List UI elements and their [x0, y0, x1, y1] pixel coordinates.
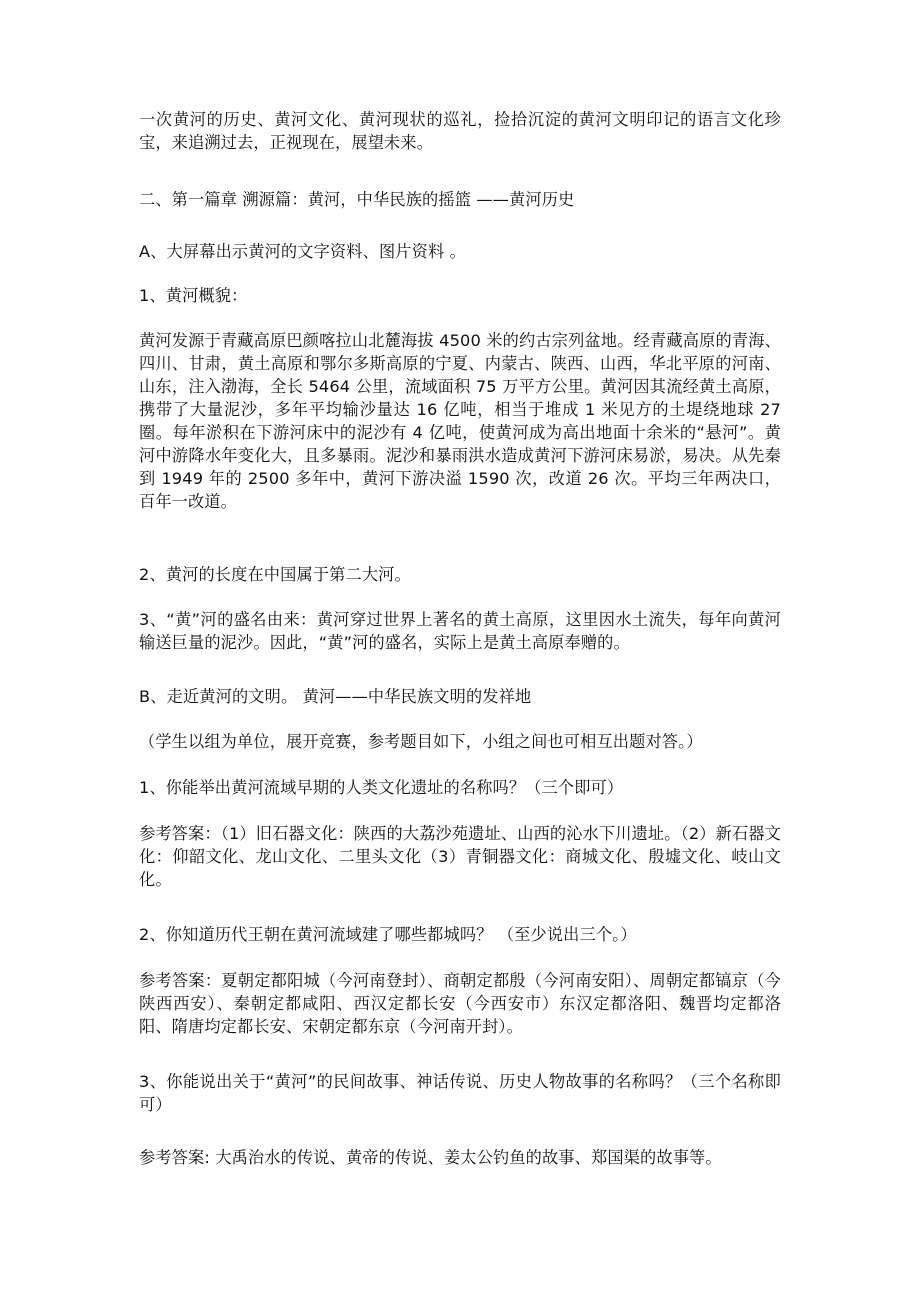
- section-a-heading: A、大屏幕出示黄河的文字资料、图片资料 。: [139, 242, 466, 261]
- question-1: 1、你能举出黄河流域早期的人类文化遗址的名称吗？（三个即可）: [139, 778, 624, 797]
- competition-note: （学生以组为单位，展开竞赛，参考题目如下，小组之间也可相互出题对答。）: [139, 732, 703, 751]
- question-2: 2、你知道历代王朝在黄河流域建了哪些都城吗？ （至少说出三个。）: [139, 925, 637, 944]
- answer-2: 参考答案：夏朝定都阳城（今河南登封）、商朝定都殷（今河南安阳）、周朝定都镐京（今陕西西安）、秦朝定都咸阳、西汉定都长安（今西安市）东汉定都洛阳、魏晋均定都洛阳、隋唐均定都长安、宋朝定都东京（今河南开封）。: [139, 971, 781, 1036]
- intro-paragraph: 一次黄河的历史、黄河文化、黄河现状的巡礼，捡拾沉淀的黄河文明印记的语言文化珍宝，来追溯过去，正视现在，展望未来。: [139, 110, 781, 152]
- chapter-heading: 二、第一篇章 溯源篇：黄河，中华民族的摇篮 ——黄河历史: [139, 190, 575, 209]
- length-fact: 2、黄河的长度在中国属于第二大河。: [139, 565, 411, 584]
- name-origin-paragraph: 3、“黄”河的盛名由来：黄河穿过世界上著名的黄土高原，这里因水土流失，每年向黄河输送巨量的泥沙。因此，“黄”河的盛名，实际上是黄土高原奉赠的。: [139, 610, 781, 652]
- section-b-heading: B、走近黄河的文明。 黄河——中华民族文明的发祥地: [139, 687, 532, 706]
- overview-paragraph: 黄河发源于青藏高原巴颜喀拉山北麓海拔 4500 米的约古宗列盆地。经青藏高原的青海、四川、甘肃，黄土高原和鄂尔多斯高原的宁夏、内蒙古、陕西、山西，华北平原的河南、山东，注入渤海，全长 5464 公里，流域面积 75 万平方公里。黄河因其流经黄土高原，携带了大量泥沙，多年平均输沙量达 16 亿吨，相当于堆成 1 米见方的土堤绕地球 27 圈。每年淤积在下游河床中的泥沙有 4 亿吨，使黄河成为高出地面十余米的“悬河”。黄河中游降水年变化大，且多暴雨。泥沙和暴雨洪水造成黄河下游河床易淤，易决。从先秦到 1949 年的 2500 多年中，黄河下游决溢 1590 次，改道 26 次。平均三年两决口，百年一改道。: [139, 331, 781, 511]
- question-3: 3、你能说出关于“黄河”的民间故事、神话传说、历史人物故事的名称吗？（三个名称即可）: [139, 1072, 781, 1114]
- answer-3: 参考答案: 大禹治水的传说、黄帝的传说、姜太公钓鱼的故事、郑国渠的故事等。: [139, 1148, 722, 1167]
- overview-heading: 1、黄河概貌：: [139, 286, 248, 305]
- answer-1: 参考答案：（1）旧石器文化：陕西的大荔沙苑遗址、山西的沁水下川遗址。（2）新石器文化：仰韶文化、龙山文化、二里头文化（3）青铜器文化：商城文化、殷墟文化、岐山文化。: [139, 824, 781, 889]
